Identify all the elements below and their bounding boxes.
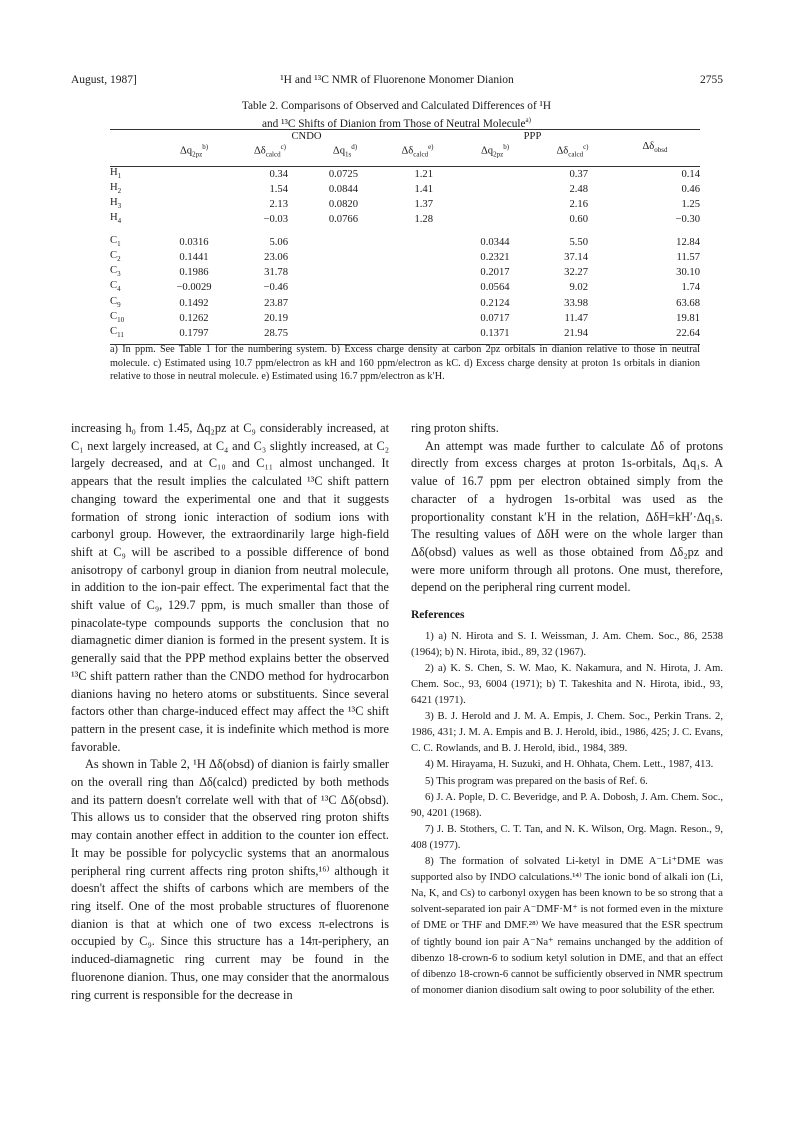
table-cell: 0.0344 bbox=[480, 237, 510, 249]
table-cell bbox=[455, 197, 535, 212]
table-cell: 0.0717 bbox=[480, 312, 510, 324]
row-label bbox=[110, 280, 158, 295]
column-header-sup: b) bbox=[202, 143, 209, 151]
table-row bbox=[110, 296, 700, 311]
column-header-main: Δδ bbox=[401, 145, 414, 157]
row-label-sub: 2 bbox=[117, 186, 122, 195]
table-cell: 1.54 bbox=[269, 183, 288, 195]
row-label-text: H bbox=[110, 196, 118, 208]
table-cell: 0.1492 bbox=[179, 297, 209, 309]
body-paragraph: An attempt was made further to calculate Δδ of protons directly from excess charges at proton 1s-orbitals, Δq₁s. A value of 16.7 ppm per electron obtained simply from the character of a hydrogen 1s-orbital was used as the proportionality constant k′H in the relation, ΔδH=kH′·Δq₁s. The resulting values of ΔδH were on the whole larger than Δδ(obsd) values as well as those obtained from Δδ₂pz and were more uniform through all protons. One must, therefore, depend on the peripheral ring current model. bbox=[411, 438, 723, 595]
table-row bbox=[110, 280, 700, 295]
obsd-header bbox=[610, 130, 700, 167]
table-row bbox=[110, 265, 700, 280]
column-header bbox=[158, 142, 230, 166]
table-cell: 1.74 bbox=[681, 282, 700, 294]
table-cell bbox=[310, 326, 380, 345]
table-cell bbox=[158, 212, 230, 227]
row-label-sub: 1 bbox=[117, 240, 121, 249]
reference-item: 7) J. B. Stothers, C. T. Tan, and N. K. Wilson, Org. Magn. Reson., 9, 408 (1977). bbox=[411, 823, 723, 851]
table-cell: 0.14 bbox=[681, 168, 700, 180]
group-header-cndo bbox=[158, 130, 455, 143]
row-label-sub: 4 bbox=[117, 285, 121, 294]
table-row bbox=[110, 197, 700, 212]
table-cell: 1.28 bbox=[414, 214, 433, 226]
table-cell bbox=[158, 166, 230, 182]
row-label-text: C bbox=[110, 250, 118, 262]
table-cell: −0.0029 bbox=[176, 282, 212, 294]
header-date: August, 1987] bbox=[71, 74, 137, 86]
row-label-sub: 3 bbox=[117, 201, 122, 210]
column-header-main: Δδ bbox=[253, 145, 266, 157]
table-cell bbox=[310, 280, 380, 295]
table-cell bbox=[380, 250, 455, 265]
row-label-text: H bbox=[110, 211, 118, 223]
table-cell: 20.19 bbox=[264, 312, 288, 324]
table-cell: 2.13 bbox=[269, 198, 288, 210]
table-cell: 63.68 bbox=[676, 297, 700, 309]
column-header-sup: c) bbox=[583, 143, 589, 151]
column-header bbox=[310, 142, 380, 166]
table-cell: 0.2124 bbox=[480, 297, 510, 309]
row-label bbox=[110, 250, 158, 265]
row-label-sub: 11 bbox=[117, 330, 124, 339]
column-header-sub: 2pz bbox=[192, 150, 203, 159]
table-cell: 0.0766 bbox=[328, 214, 358, 226]
table-cell: 0.34 bbox=[269, 168, 288, 180]
row-label-text: H bbox=[110, 166, 118, 178]
row-label-sub: 3 bbox=[117, 270, 121, 279]
row-label bbox=[110, 326, 158, 345]
table-row bbox=[110, 235, 700, 250]
table-footnotes: a) In ppm. See Table 1 for the numbering system. b) Excess charge density at carbon 2pz orbitals in dianion relative to those in neutral molecule. c) Estimated using 10.7 ppm/electron as kH and 160 ppm/electron as kC. d) Excess charge density at proton 1s orbitals in dianion relative to those in neutral molecule. e) Estimated using 16.7 ppm/electron as k′H. bbox=[110, 344, 700, 383]
table-row bbox=[110, 326, 700, 345]
comparison-table bbox=[110, 129, 700, 345]
column-header-sup: d) bbox=[351, 143, 358, 151]
reference-item: 4) M. Hirayama, H. Suzuki, and H. Ohhata, Chem. Lett., 1987, 413. bbox=[425, 759, 714, 771]
table-cell: 2.16 bbox=[569, 198, 588, 210]
table-cell bbox=[455, 166, 535, 182]
table-cell bbox=[380, 311, 455, 326]
table-cell: 0.0564 bbox=[480, 282, 510, 294]
column-header-main: Δq bbox=[480, 145, 494, 157]
table-cell: 0.0725 bbox=[328, 168, 358, 180]
row-label bbox=[110, 265, 158, 280]
row-label bbox=[110, 296, 158, 311]
table-cell: 12.84 bbox=[676, 237, 700, 249]
table-cell bbox=[310, 265, 380, 280]
table-cell: 11.57 bbox=[676, 252, 700, 264]
table-cell: 31.78 bbox=[264, 267, 288, 279]
table-cell: 1.25 bbox=[681, 198, 700, 210]
row-label-sub: 2 bbox=[117, 255, 121, 264]
page-number: 2755 bbox=[700, 74, 723, 86]
column-header-sub: calcd bbox=[568, 150, 584, 159]
table-cell: 5.06 bbox=[269, 237, 288, 249]
row-label-sub: 1 bbox=[117, 171, 122, 180]
table-cell bbox=[310, 296, 380, 311]
table-cell bbox=[455, 182, 535, 197]
table-cell: 1.41 bbox=[414, 183, 433, 195]
reference-item: 8) The formation of solvated Li-ketyl in DME A⁻Li⁺DME was supported also by INDO calculations.¹⁴⁾ The ionic bond of alkali ion (Li, Na, K, and Cs) to carbonyl oxygen has been known to be so strong that a solvent-separated ion pair A⁻DMF·M⁺ is not formed even in the mixture of DME or THF and DMF.²⁸⁾ We have measured that the ESR spectrum of tightly bound ion pair A⁻Na⁺ remains unchanged by the addition of dibenzo 18-crown-6 to sodium ketyl solution in DME, and that an effect of dibenzo 18-crown-6 cannot be sufficiently observed in NMR spectrum of monomer dianion disodium salt owing to poor solubility of the ether. bbox=[411, 856, 723, 996]
table-cell bbox=[158, 197, 230, 212]
reference-item: 6) J. A. Pople, D. C. Beveridge, and P. A. Dobosh, J. Am. Chem. Soc., 90, 4201 (1968). bbox=[411, 791, 723, 819]
table-cell: 23.06 bbox=[264, 252, 288, 264]
table-cell: 23.87 bbox=[264, 297, 288, 309]
table-cell: 0.60 bbox=[569, 214, 588, 226]
table-cell: 21.94 bbox=[535, 326, 610, 345]
table-cell: 30.10 bbox=[676, 267, 700, 279]
table-cell: 0.1262 bbox=[179, 312, 209, 324]
row-label-sub: 9 bbox=[117, 300, 121, 309]
column-header bbox=[535, 142, 610, 166]
table-caption-line2-text: and ¹³C Shifts of Dianion from Those of Neutral Molecule bbox=[262, 117, 526, 130]
table-cell: 0.1371 bbox=[455, 326, 535, 345]
table-caption-footnote-mark: a) bbox=[525, 116, 531, 124]
row-label bbox=[110, 212, 158, 227]
column-header-main: Δδ bbox=[556, 145, 569, 157]
column-header bbox=[230, 142, 310, 166]
table-cell: 0.1986 bbox=[179, 267, 209, 279]
column-header-sup: e) bbox=[428, 143, 434, 151]
table-cell: 22.64 bbox=[610, 326, 700, 345]
table-cell: 5.50 bbox=[569, 237, 588, 249]
body-paragraph: increasing h₀ from 1.45, Δq₂pz at C₉ considerably increased, at C₁ next largely increased, at C₄ and C₃ slightly increased, at C₂ largely decreased, and at C₁₀ and C₁₁ almost unchanged. It appears that the result implies the calculated ¹³C shift pattern changing toward the experimental one and that it suggests formation of strong ionic interaction of sodium ions with carbonyl group. However, the extraordinarily large high-field shift at C₉ will be ascribed to a possible difference of bond anisotropy of carbonyl group in dianion from neutral molecule, in addition to the ion-pair effect. The experimental fact that the shift value of C₉, 129.7 ppm, is much smaller than those of pinacolate-type compounds supports the conclusion that no diamagnetic dimer dianion is formed in the present system. It is generally said that the PPP method explains better the observed ¹³C shift pattern rather than the CNDO method for hydrocarbon dianions having no hetero atoms or substituents. Since several factors other than charge-induced effect may affect the ¹³C shift pattern in the present case, it is indefinite which method is more favorable. bbox=[71, 421, 389, 754]
table-cell: 33.98 bbox=[564, 297, 588, 309]
group-ppp-label: PPP bbox=[523, 131, 542, 142]
row-label bbox=[110, 311, 158, 326]
table-cell: 11.47 bbox=[564, 312, 588, 324]
table-cell bbox=[310, 311, 380, 326]
left-column bbox=[71, 420, 389, 1004]
table-cell: 1.21 bbox=[414, 168, 433, 180]
reference-list bbox=[411, 629, 723, 999]
table-cell: 0.37 bbox=[569, 168, 588, 180]
table-cell: 0.0316 bbox=[179, 237, 209, 249]
table-cell: 0.1797 bbox=[158, 326, 230, 345]
table-cell bbox=[380, 280, 455, 295]
column-header bbox=[455, 142, 535, 166]
right-column bbox=[411, 420, 723, 999]
row-label-sub: 10 bbox=[117, 315, 125, 324]
body-paragraph: ring proton shifts. bbox=[411, 421, 499, 435]
column-header-sub: calcd bbox=[413, 150, 429, 159]
table-cell bbox=[455, 212, 535, 227]
row-label-text: C bbox=[110, 280, 118, 292]
table-cell: 9.02 bbox=[569, 282, 588, 294]
table-cell: 0.2017 bbox=[480, 267, 510, 279]
references-heading: References bbox=[411, 609, 465, 622]
obsd-header-main: Δδ bbox=[642, 140, 655, 152]
table-caption bbox=[150, 99, 643, 131]
column-header-main: Δq bbox=[179, 145, 193, 157]
column-header-sub: 1s bbox=[345, 150, 352, 159]
row-label-text: C bbox=[110, 235, 118, 247]
header-title: ¹H and ¹³C NMR of Fluorenone Monomer Dianion bbox=[280, 74, 514, 86]
reference-item: 1) a) N. Hirota and S. I. Weissman, J. Am. Chem. Soc., 86, 2538 (1964); b) N. Hirota, ibid., 89, 32 (1967). bbox=[411, 630, 723, 658]
table-cell: −0.46 bbox=[263, 282, 288, 294]
row-label-text: C bbox=[110, 295, 118, 307]
group-header-ppp bbox=[455, 130, 610, 143]
row-label-sub: 4 bbox=[117, 217, 122, 226]
column-header bbox=[380, 142, 455, 166]
column-header-main: Δq bbox=[332, 145, 346, 157]
table-row bbox=[110, 182, 700, 197]
table-cell: 28.75 bbox=[230, 326, 310, 345]
table-cell bbox=[380, 296, 455, 311]
obsd-header-sub: obsd bbox=[654, 145, 668, 154]
table-cell: 32.27 bbox=[564, 267, 588, 279]
row-label bbox=[110, 166, 158, 182]
table-row bbox=[110, 311, 700, 326]
reference-item: 3) B. J. Herold and J. M. A. Empis, J. Chem. Soc., Perkin Trans. 2, 1986, 431; J. M. A. Empis and B. J. Herold, ibid., 1986, 425; J. C. Evans, C. C. Rowlands, and B. J. Herold, ibid., 1984, 389. bbox=[411, 711, 723, 755]
column-header-sup: b) bbox=[503, 143, 510, 151]
column-header-sup: c) bbox=[280, 143, 287, 151]
column-header-sub: 2pz bbox=[493, 150, 504, 159]
body-paragraph: As shown in Table 2, ¹H Δδ(obsd) of dianion is fairly smaller on the overall ring than Δδ(calcd) predicted by both methods and its pattern doesn't correlate well with that of ¹³C Δδ(obsd). This allows us to consider that the observed ring proton shifts may contain another effect in addition to the counter ion effect. It may be possible for polycyclic systems that an anormalous peripheral ring current affects ring proton shifts,¹⁶⁾ although it doesn't affect the shifts of carbons which are members of the ring itself. One of the most probable structures of fluorenone dianion is that at which one of two excess π-electrons is occupied by C₉. Since this structure has a 14π-periphery, an induced-diamagnetic ring current may be found in the fluorenone dianion. Thus, one may consider that the anormalous ring current is responsible for the decrease in bbox=[71, 757, 389, 1002]
table-cell: 0.46 bbox=[681, 183, 700, 195]
table-group-header-row bbox=[110, 130, 700, 143]
table-cell bbox=[380, 265, 455, 280]
table-cell: 1.37 bbox=[414, 198, 433, 210]
reference-item: 5) This program was prepared on the basis of Ref. 6. bbox=[425, 775, 648, 787]
table-row bbox=[110, 212, 700, 227]
table-cell bbox=[310, 250, 380, 265]
table-cell bbox=[380, 235, 455, 250]
table-cell: 2.48 bbox=[569, 183, 588, 195]
group-cndo-label: CNDO bbox=[291, 131, 322, 142]
table-cell: 0.0844 bbox=[328, 183, 358, 195]
table-row bbox=[110, 166, 700, 182]
column-header-sub: calcd bbox=[265, 150, 281, 159]
table-cell: 19.81 bbox=[676, 312, 700, 324]
table-cell: 0.0820 bbox=[328, 198, 358, 210]
table-cell: 0.2321 bbox=[480, 252, 510, 264]
table-caption-line1: Table 2. Comparisons of Observed and Calculated Differences of ¹H bbox=[241, 100, 552, 112]
row-spacer bbox=[110, 227, 700, 235]
row-label-text: C bbox=[110, 325, 118, 337]
table-row bbox=[110, 250, 700, 265]
table-cell bbox=[310, 235, 380, 250]
row-label-text: C bbox=[110, 310, 118, 322]
table-cell: −0.30 bbox=[675, 214, 700, 226]
table-cell: 0.1441 bbox=[179, 252, 209, 264]
row-label bbox=[110, 235, 158, 250]
reference-item: 2) a) K. S. Chen, S. W. Mao, K. Nakamura, and N. Hirota, J. Am. Chem. Soc., 93, 6004 (1971); b) T. Takeshita and N. Hirota, ibid., 93, 6421 (1971). bbox=[411, 662, 723, 707]
table-cell bbox=[380, 326, 455, 345]
row-label bbox=[110, 197, 158, 212]
table-cell: −0.03 bbox=[263, 214, 288, 226]
row-label bbox=[110, 182, 158, 197]
row-label-text: C bbox=[110, 265, 118, 277]
row-label-text: H bbox=[110, 181, 118, 193]
table-cell: 37.14 bbox=[564, 252, 588, 264]
table-cell bbox=[158, 182, 230, 197]
